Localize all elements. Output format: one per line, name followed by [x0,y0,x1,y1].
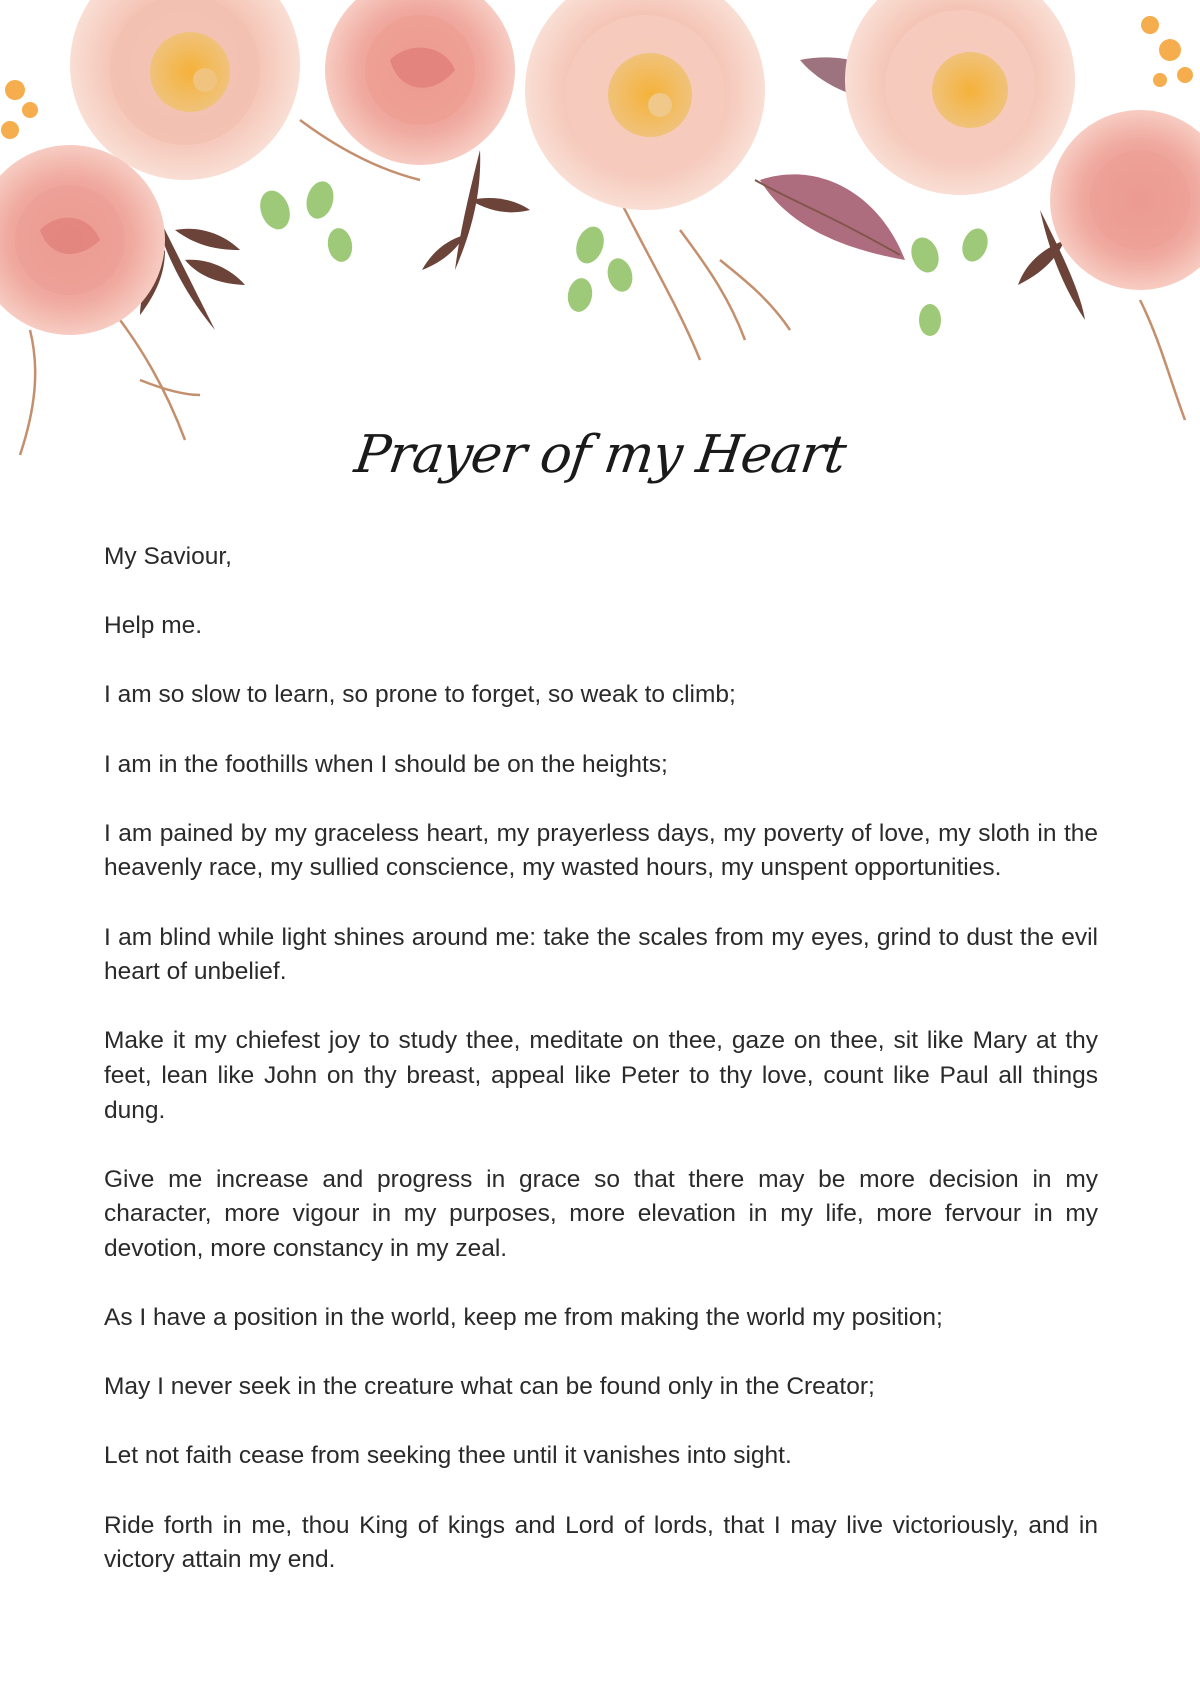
rose-flowers [0,0,1200,335]
paragraph: As I have a position in the world, keep me from making the world my position; [104,1304,943,1332]
paragraph: I am so slow to learn, so prone to forget, so weak to climb; [104,681,736,709]
paragraph: Help me. [104,612,203,640]
paragraph: Ride forth in me, thou King of kings and Lord of lords, that I may live victoriously, and in victory attain my end. [104,1511,1098,1574]
paragraph: May I never seek in the creature what can be found only in the Creator; [104,1373,875,1401]
paragraph: Let not faith cease from seeking thee until it vanishes into sight. [104,1442,792,1470]
page-title: Prayer of my Heart [351,425,849,485]
floral-border-illustration [0,0,1200,470]
paragraph: Give me increase and progress in grace so that there may be more decision in my character, more vigour in my purposes, more elevation in my life, more fervour in my devotion, more constancy in my zeal. [104,1165,1098,1262]
paragraph: Make it my chiefest joy to study thee, meditate on thee, gaze on thee, sit like Mary at thy feet, lean like John on thy breast, appeal like Peter to thy love, count like Paul all things dung. [104,1027,1098,1124]
paragraph: I am in the foothills when I should be on the heights; [104,750,668,778]
paragraph: My Saviour, [104,543,232,570]
prayer-body [104,540,1098,1612]
paragraph: I am pained by my graceless heart, my prayerless days, my poverty of love, my sloth in the heavenly race, my sullied conscience, my wasted hours, my unspent opportunities. [104,819,1098,882]
paragraph: I am blind while light shines around me: take the scales from my eyes, grind to dust the evil heart of unbelief. [104,923,1098,986]
